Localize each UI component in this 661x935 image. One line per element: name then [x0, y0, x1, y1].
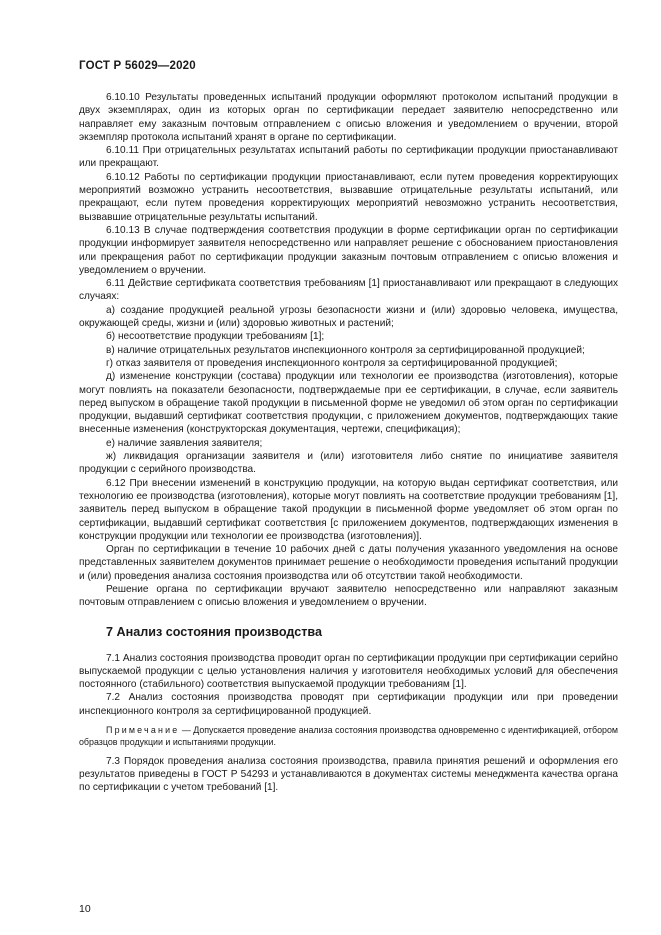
- page-number: 10: [79, 903, 91, 915]
- paragraph-6-10-13: 6.10.13 В случае подтверждения соответствия продукции в форме сертификации орган по сертификации продукции информирует заявителя непосредственно или направляет решение с обоснованием приостановления или прекращения работ по сертификации продукции заказным почтовым отправлением с описью вложения и уведомлением о вручении.: [79, 224, 618, 276]
- document-body: [79, 91, 618, 795]
- paragraph-7-3: 7.3 Порядок проведения анализа состояния производства, правила принятия решений и оформления его результатов приведены в ГОСТ Р 54293 и устанавливаются в документах системы менеджмента качества органа по сертификации с учетом требований [1].: [79, 755, 618, 794]
- list-item-v: в) наличие отрицательных результатов инспекционного контроля за сертифицированной продукцией;: [106, 344, 585, 356]
- list-item-a: а) создание продукцией реальной угрозы безопасности жизни и (или) здоровью человека, имущества, окружающей среды, жизни и (или) здоровью животных и растений;: [79, 304, 618, 330]
- document-code-header: ГОСТ Р 56029—2020: [79, 60, 196, 72]
- list-item-zh: ж) ликвидация организации заявителя и (или) изготовителя либо снятие по инициативе заявителя продукции с серийного производства.: [79, 451, 618, 476]
- paragraph-notification-decision: Орган по сертификации в течение 10 рабочих дней с даты получения указанного уведомления на основе представленных заявителем документов принимает решение о необходимости проведения испытаний продукции и (или) проведения анализа состояния производства или об отсутствии такой необходимости.: [79, 544, 618, 582]
- section-7-heading: 7 Анализ состояния производства: [106, 624, 322, 639]
- paragraph-decision-delivery: Решение органа по сертификации вручают заявителю непосредственно или направляют заказным почтовым отправлением с описью вложения и уведомлением о вручении.: [79, 583, 618, 609]
- paragraph-6-12: 6.12 При внесении изменений в конструкцию продукции, на которую выдан сертификат соответствия, или технологию ее производства (изготовления), которые могут повлиять на соответствие продукции требованиям [1], заявитель перед выпуском в обращение такой продукции в письменной форме уведомляет об этом орган по сертификации, выдавший сертификат соответствия [с приложением документов, подтверждающих изменения в конструкции продукции или технологии ее производства (изготовления)].: [79, 477, 618, 542]
- list-item-e: е) наличие заявления заявителя;: [106, 437, 263, 449]
- paragraph-6-10-11: 6.10.11 При отрицательных результатах испытаний работы по сертификации продукции приостанавливают или прекращают.: [79, 145, 618, 170]
- note-label: Примечание: [106, 725, 180, 736]
- paragraph-7-1: 7.1 Анализ состояния производства проводит орган по сертификации продукции при сертификации серийно выпускаемой продукции с целью установления наличия у изготовителя необходимых условий для обеспечения постоянного (стабильного) соответствия выпускаемой продукции требованиям [1].: [79, 652, 618, 691]
- list-item-g: г) отказ заявителя от проведения инспекционного контроля за сертифицированной продукцией;: [106, 357, 558, 369]
- paragraph-7-2: 7.2 Анализ состояния производства проводят при сертификации продукции или при проведении инспекционного контроля за сертифицированной продукцией.: [79, 692, 618, 717]
- paragraph-6-11: 6.11 Действие сертификата соответствия требованиям [1] приостанавливают или прекращают в следующих случаях:: [79, 278, 618, 303]
- list-item-b: б) несоответствие продукции требованиям [1];: [106, 331, 325, 343]
- note-text: — Допускается проведение анализа состояния производства одновременно с идентификацией, отбором образцов продукции и испытаниями продукции.: [79, 725, 618, 748]
- paragraph-6-10-12: 6.10.12 Работы по сертификации продукции приостанавливают, если путем проведения корректирующих мероприятий возможно устранить несоответствия, вызвавшие отрицательные результаты испытаний, или прекращают, если путем проведения корректирующих мероприятий невозможно устранить несоответствия, вызвавшие отрицательные результаты испытаний.: [79, 171, 618, 223]
- note: [79, 724, 618, 749]
- list-item-d: д) изменение конструкции (состава) продукции или технологии ее производства (изготовления), которые могут повлиять на показатели безопасности, подтверждаемые при ее сертификации, в случае, если заявитель перед выпуском в обращение такой продукции в письменной форме не уведомил об этом орган по сертификации продукции, выдавший сертификат соответствия продукции, с приложением документов, подтверждающих такие внесенные изменения (конструкторская документация, чертежи, спецификация);: [79, 371, 618, 436]
- paragraph-6-10-10: 6.10.10 Результаты проведенных испытаний продукции оформляют протоколом испытаний продукции в двух экземплярах, один из которых орган по сертификации передает заявителю непосредственно или направляет ему заказным почтовым отправлением с описью вложения и уведомлением о вручении, второй экземпляр протокола испытаний хранят в органе по сертификации.: [79, 92, 618, 143]
